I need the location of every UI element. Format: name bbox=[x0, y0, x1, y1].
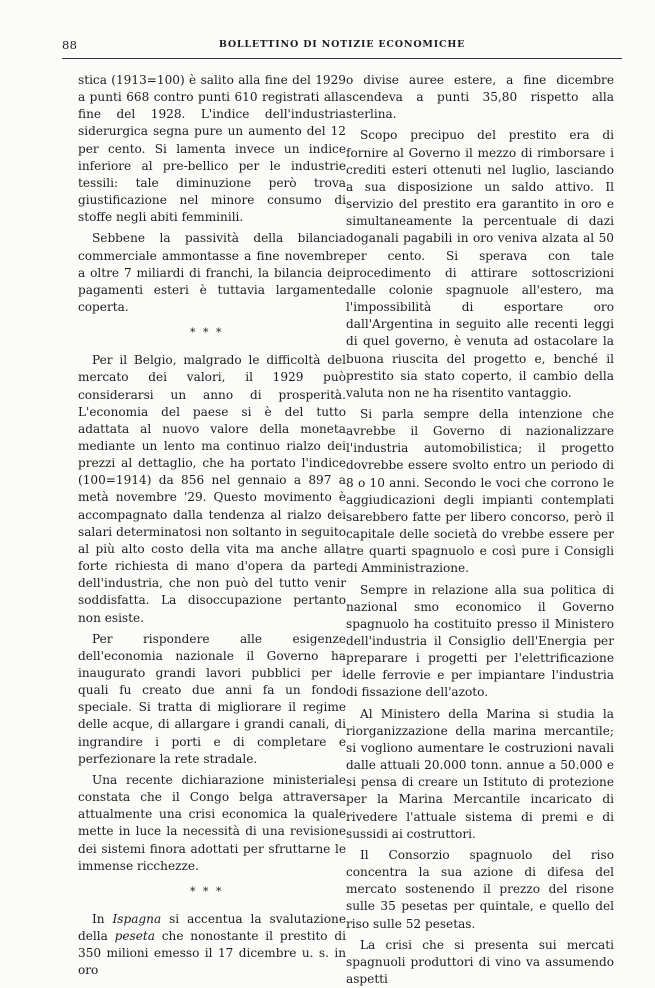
paragraph: Al Ministero della Marina si studia la riorganizzazione della marina mercantile; si vogliono aumentare le costruzioni navali dalle attuali 20.000 tonn. annue a 50.000 e si pensa di creare un Istituto di protezione per la Marina Mercantile incaricato di rivedere l'attuale sistema di premi e di sussidi ai costruttori. bbox=[346, 706, 614, 841]
section-divider bbox=[78, 875, 346, 911]
text-run: si accentua la svalutazione della bbox=[78, 911, 346, 944]
asterism: * * * bbox=[190, 326, 224, 340]
paragraph: Scopo precipuo del prestito era di fornire al Governo il mezzo di rimborsare i crediti esteri ottenuti nel luglio, lasciando a sua disposizione un saldo attivo. Il servizio del prestito era garantito in oro e simultaneamente la percentuale di dazi doganali pagabili in oro veniva alzata al 50 per cento. Si sperava con tale procedimento di attirare sottoscrizioni dalle colonie spagnuole all'estero, ma l'impossibilità di esportare oro dall'Argentina in seguito alle recenti leggi di quel governo, è venuta ad ostacolare la buona riuscita del progetto e, benché il prestito sia stato coperto, il cambio della valuta non ne ha risentito vantaggio. bbox=[346, 128, 614, 400]
paragraph: Per rispondere alle esigenze dell'economia nazionale il Governo ha inaugurato grandi lavori pubblici per i quali fu creato due anni fa un fondo speciale. Si tratta di migliorare il regime delle acque, di allargare i grandi canali, di ingrandire i porti e di completare e perfezionare la rete stradale. bbox=[78, 631, 346, 766]
page-header bbox=[62, 38, 622, 54]
paragraph: Si parla sempre della intenzione che avrebbe il Governo di nazionalizzare l'industria automobilistica; il progetto dovrebbe essere svolto entro un periodo di 8 o 10 anni. Secondo le voci che corrono le aggiudicazioni degli impianti contemplati sarebbero fatte per libero concorso, però il capitale delle società do vrebbe essere per tre quarti spagnuolo e così pure i Consigli di Amministrazione. bbox=[346, 406, 614, 576]
paragraph bbox=[78, 911, 346, 980]
left-column bbox=[78, 72, 346, 980]
text-run: In bbox=[92, 911, 113, 926]
paragraph: o divise auree estere, a fine dicembre scendeva a punti 35,80 rispetto alla sterlina. bbox=[346, 73, 614, 122]
right-column bbox=[346, 72, 614, 988]
running-title: BOLLETTINO DI NOTIZIE ECONOMICHE bbox=[218, 39, 466, 50]
paragraph: La crisi che si presenta sui mercati spagnuoli produttori di vino va assumendo aspetti bbox=[346, 937, 614, 986]
paragraph: stica (1913=100) è salito alla fine del 1929 a punti 668 contro punti 610 registrati alla fine del 1928. L'indice dell'industria siderurgica segna pure un aumento del 12 per cento. Si lamenta invece un indice inferiore al pre-bellico per le industrie tessili: tale diminuzione però trova giustificazione nel minore consumo di stoffe negli abiti femminili. bbox=[78, 73, 346, 225]
paragraph: Per il Belgio, malgrado le difficoltà del mercato dei valori, il 1929 può considerarsi un anno di prosperità. L'economia del paese si è del tutto adattata al nuovo valore della moneta mediante un lento ma continuo rialzo dei prezzi al dettaglio, che ha portato l'indice (100=1914) da 856 nel gennaio a 897 a metà novembre '29. Questo movimento è accompagnato dalla tendenza al rialzo dei salari determinatosi non soltanto in seguito al più alto costo della vita ma anche alla forte richiesta di mano d'opera da parte dell'industria, che non può del tutto venir soddisfatta. La disoccupazione pertanto non esiste. bbox=[78, 353, 346, 625]
emphasis-country: Ispagna bbox=[112, 911, 162, 926]
paragraph: Sempre in relazione alla sua politica di nazional smo economico il Governo spagnuolo ha costituito presso il Ministero dell'industria il Consiglio dell'Energia per preparare i progetti per l'elettrificazione delle ferrovie e per impiantare l'industria di fissazione dell'azoto. bbox=[346, 582, 614, 700]
paragraph: Sebbene la passività della bilancia commerciale ammontasse a fine novembre a oltre 7 miliardi di franchi, la bilancia dei pagamenti esteri è tuttavia largamente coperta. bbox=[78, 231, 346, 315]
header-rule bbox=[62, 58, 622, 59]
asterism: * * * bbox=[190, 884, 224, 898]
emphasis-currency: peseta bbox=[114, 929, 155, 944]
paragraph: Una recente dichiarazione ministeriale constata che il Congo belga attraversa attualmente una crisi economica la quale mette in luce la necessità di una revisione dei sistemi finora adottati per sfruttarne le immense ricchezze. bbox=[78, 772, 346, 873]
section-divider bbox=[78, 316, 346, 352]
paragraph: Il Consorzio spagnuolo del riso concentra la sua azione di difesa del mercato sostenendo il prezzo del risone sulle 35 pesetas per quintale, e quello del riso sulle 52 pesetas. bbox=[346, 847, 614, 931]
text-run: che nonostante il prestito di 350 milioni emesso il 17 dicembre u. s. in oro bbox=[78, 929, 346, 978]
page-number: 88 bbox=[62, 38, 78, 52]
